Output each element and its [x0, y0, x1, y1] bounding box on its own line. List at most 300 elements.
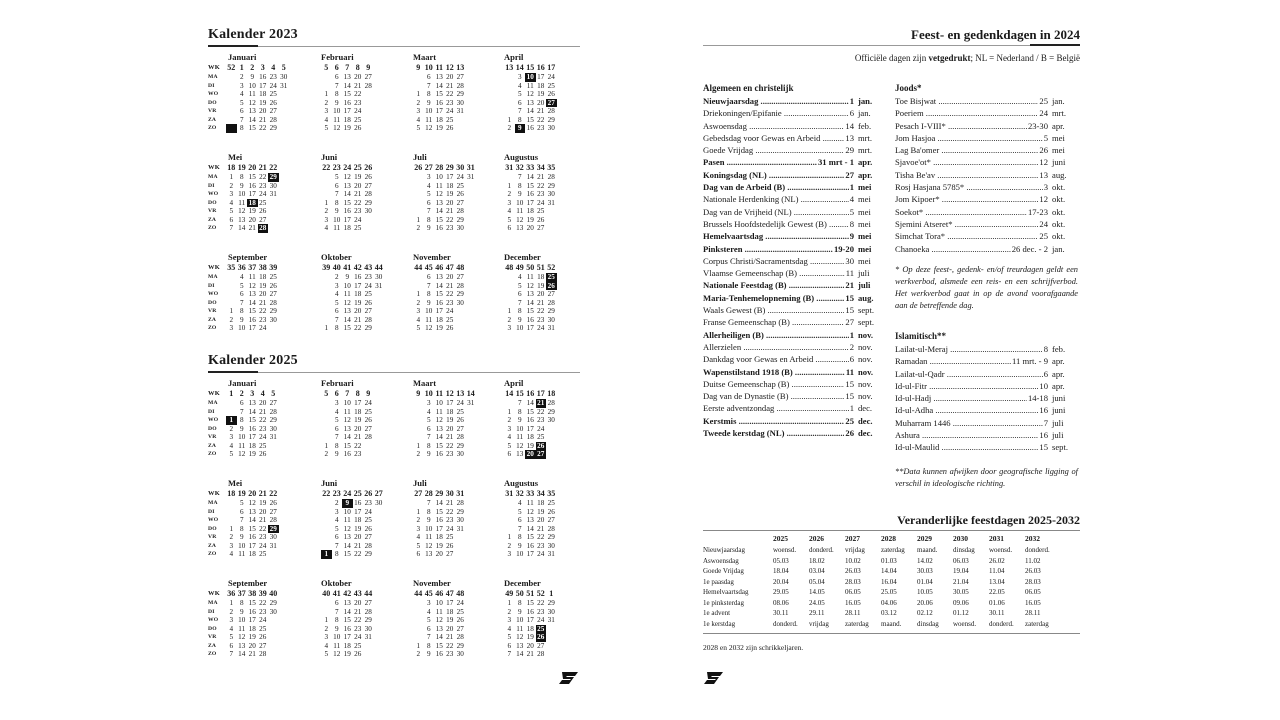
date-cell: 19 [446, 190, 454, 198]
holiday-month: juli [1052, 430, 1064, 441]
date-cell: 28 [547, 399, 555, 407]
week-number: 6 [334, 389, 339, 398]
date-cell: 22 [354, 90, 362, 98]
date-cell: 29 [456, 90, 464, 98]
date-cell: 22 [259, 524, 267, 533]
date-cell: 3 [229, 616, 234, 624]
date-cell: 19 [435, 541, 443, 550]
date-cell: 23 [259, 424, 267, 433]
date-cell: 11 [343, 516, 351, 524]
date-cell: 27 [269, 290, 277, 298]
week-columns [226, 589, 279, 659]
week-column [321, 389, 332, 459]
week-number: 1 [549, 589, 554, 598]
date-cell: 6 [517, 98, 522, 107]
table-header-row [703, 533, 1061, 545]
date-cell: 29 [456, 641, 464, 650]
month-grid [208, 589, 320, 659]
date-cell: 15 [435, 215, 443, 224]
week-number: 5 [281, 63, 286, 72]
date-cell [321, 499, 332, 508]
week-columns [504, 163, 557, 233]
date-cell: 30 [269, 424, 277, 433]
week-number: 19 [237, 489, 246, 498]
week-number: 14 [466, 389, 475, 398]
holiday-name: Corpus Christi/Sacramentsdag ..... [703, 255, 844, 267]
holiday-month: juli [858, 280, 871, 291]
date-cell: 15 [526, 307, 534, 315]
week-column [536, 389, 547, 459]
week-number: 29 [435, 489, 444, 498]
brand-logo-icon [558, 670, 580, 686]
section-heading-jewish: Joods* [895, 83, 922, 93]
date-cell: 9 [517, 541, 522, 550]
date-cell: 25 [354, 115, 362, 124]
holiday-name: Eerste adventzondag ..... [703, 402, 849, 414]
week-column [363, 489, 374, 559]
date-cell: 7 [239, 298, 244, 307]
date-cell: 18 [435, 115, 443, 124]
date-cell: 13 [248, 290, 256, 298]
week-number: 41 [332, 589, 341, 598]
date-cell [321, 408, 332, 417]
date-cell [466, 442, 477, 451]
date-cell [374, 290, 385, 299]
week-number: 30 [445, 489, 454, 498]
date-cell [374, 307, 385, 316]
date-cell: 12 [526, 90, 534, 98]
date-cell: 9 [426, 98, 431, 107]
date-cell: 27 [259, 641, 267, 650]
week-column [413, 263, 424, 333]
date-cell: 12 [343, 524, 351, 533]
date-cell: 27 [456, 424, 464, 433]
date-cell: 1 [507, 407, 512, 416]
holiday-row [895, 355, 1080, 367]
day-label: VR [208, 108, 217, 114]
date-cell: 31 [375, 281, 383, 290]
date-cell: 13 [248, 507, 256, 516]
week-columns [321, 389, 374, 459]
week-column [237, 489, 248, 559]
date-cell: 6 [239, 399, 244, 407]
date-cell: 01.06 [989, 598, 1005, 607]
date-cell: 8 [426, 215, 431, 224]
holiday-row [895, 230, 1080, 242]
title-rule [703, 45, 1080, 46]
date-cell: 18 [435, 533, 443, 541]
week-column [258, 263, 269, 333]
holiday-row [895, 404, 1080, 416]
date-cell: 29 [269, 307, 277, 315]
date-cell: 28.03 [1025, 577, 1041, 586]
date-cell: 21 [259, 516, 267, 524]
week-column [226, 389, 237, 459]
holiday-date: 11 mrt. - 9 [1012, 356, 1048, 367]
date-cell: 11 [333, 224, 341, 232]
holiday-date: 1 [849, 96, 854, 106]
date-cell: 20 [259, 507, 267, 516]
date-cell: 13 [343, 73, 351, 81]
date-cell: 11 [248, 273, 256, 281]
date-cell: zaterdag [845, 619, 869, 628]
week-column [321, 263, 332, 333]
holiday-name: Nationale Feestdag (B) ..... [703, 279, 844, 291]
date-cell: 2 [416, 450, 421, 458]
date-cell: 22 [446, 215, 454, 224]
week-number: 44 [364, 589, 373, 598]
date-cell: 18 [537, 499, 545, 507]
week-column [247, 263, 258, 333]
holiday-row [703, 255, 886, 267]
week-column [353, 389, 364, 459]
date-cell: 9 [517, 607, 522, 616]
date-cell: 4 [324, 641, 329, 650]
week-column [434, 63, 445, 133]
date-cell: 02.12 [917, 609, 933, 617]
date-cell: 26 [547, 90, 555, 98]
date-cell: 9 [426, 450, 431, 458]
week-number: 35 [547, 163, 556, 172]
holiday-row [895, 169, 1080, 181]
date-cell [413, 207, 424, 216]
holiday-month: apr. [858, 157, 873, 168]
holiday-month: nov. [858, 378, 873, 389]
week-column [237, 263, 248, 333]
holiday-row [703, 353, 886, 365]
day-label: ZO [208, 651, 217, 657]
date-cell [374, 316, 385, 325]
date-cell: 28.03 [845, 577, 861, 586]
date-cell: 10 [435, 173, 443, 181]
date-cell: 3 [416, 307, 421, 315]
date-cell: 2 [229, 533, 234, 541]
date-cell: 10 [425, 307, 433, 315]
date-cell: 7 [517, 524, 522, 533]
date-cell: 2 [334, 273, 339, 281]
date-cell: 7 [334, 607, 339, 616]
date-cell: 25 [354, 641, 362, 650]
week-label: WK [208, 164, 220, 171]
date-cell: 5 [426, 190, 431, 198]
week-column [363, 63, 374, 133]
holiday-name-cell: Nieuwjaarsdag [703, 546, 745, 554]
week-number: 4 [260, 389, 265, 398]
holiday-row [895, 368, 1080, 380]
date-cell [321, 425, 332, 434]
date-cell: 5 [426, 616, 431, 624]
week-label: WK [208, 590, 220, 597]
date-cell: 27 [364, 533, 372, 541]
week-column [237, 389, 248, 459]
date-cell [268, 642, 279, 651]
date-cell: 8 [426, 507, 431, 516]
date-cell [321, 299, 332, 308]
week-column [353, 263, 364, 333]
date-cell: 6 [334, 533, 339, 541]
date-cell: 26 [269, 499, 277, 507]
week-column [268, 263, 279, 333]
date-cell: 5 [229, 633, 234, 641]
date-cell: 31 [467, 173, 475, 181]
date-cell: 3 [426, 399, 431, 407]
month-name: Augustus [504, 152, 539, 162]
date-cell: 12 [425, 124, 433, 132]
day-label: ZA [208, 542, 217, 549]
date-cell [268, 633, 279, 642]
date-cell: 16 [526, 124, 534, 132]
holiday-month: juli [1052, 417, 1064, 428]
date-cell: 24 [354, 215, 362, 224]
date-cell: 26 [354, 124, 362, 132]
date-cell: 23 [537, 124, 545, 132]
holiday-name: Brussels Hoofdstedelijk Gewest (B) ..... [703, 218, 849, 230]
date-cell: 28 [269, 298, 277, 307]
holiday-month: mrt. [858, 145, 873, 156]
week-column [455, 389, 466, 459]
date-cell: 9 [239, 607, 244, 616]
holiday-date: 15 [1039, 442, 1048, 453]
date-cell [413, 73, 424, 82]
date-cell [226, 90, 237, 99]
date-cell: 21 [248, 224, 256, 232]
date-cell: 21 [446, 433, 454, 441]
date-cell: 14 [248, 298, 256, 307]
date-cell: 1 [507, 307, 512, 315]
date-cell: 23 [446, 650, 454, 658]
date-cell: vrijdag [845, 546, 865, 554]
date-cell: 15 [526, 115, 534, 124]
week-columns [321, 263, 384, 333]
holiday-date: 1 [849, 329, 854, 340]
date-cell: donderd. [1025, 546, 1050, 554]
date-cell: 23 [354, 624, 362, 633]
date-cell: 19 [354, 173, 362, 181]
day-label: MA [208, 174, 218, 180]
date-cell: 23 [537, 541, 545, 550]
date-cell: 3 [517, 73, 522, 81]
date-cell: 21 [537, 298, 545, 307]
date-cell: 16 [248, 533, 256, 541]
date-cell: zaterdag [1025, 619, 1049, 628]
date-cell: 08.06 [773, 598, 789, 607]
date-cell: 29.11 [809, 609, 825, 617]
date-cell: 18 [526, 207, 534, 215]
date-cell: 20 [446, 424, 454, 433]
holiday-row [703, 267, 886, 279]
date-cell [546, 207, 557, 216]
date-cell: 18 [354, 290, 362, 298]
date-cell: 3 [426, 173, 431, 181]
date-cell: 22 [259, 416, 267, 424]
date-cell: 6 [517, 516, 522, 524]
month-grid [413, 489, 499, 559]
date-cell [466, 416, 477, 425]
date-cell: 26.03 [845, 567, 861, 575]
date-cell: 30 [280, 73, 288, 81]
date-cell: 21 [354, 541, 362, 550]
date-cell: 27 [456, 198, 464, 207]
date-cell: 28 [269, 407, 277, 416]
date-cell [279, 107, 290, 116]
date-cell: 21 [537, 107, 545, 115]
date-cell: 14 [526, 298, 534, 307]
holiday-month: mei [858, 243, 872, 254]
date-cell: 12 [526, 507, 534, 516]
table-row [703, 566, 1061, 577]
date-cell: 14 [435, 499, 443, 507]
week-column [445, 489, 456, 559]
date-cell: 20 [354, 73, 362, 81]
date-cell: 20 [446, 273, 454, 281]
date-cell: 5 [517, 507, 522, 516]
day-label: VR [208, 534, 217, 540]
holiday-date: 13 [1039, 169, 1048, 180]
date-cell: 23 [364, 499, 372, 507]
month-block [208, 578, 320, 659]
holiday-row [895, 206, 1080, 218]
week-number: 47 [445, 589, 454, 598]
date-cell: 7 [507, 650, 512, 658]
date-cell: 10 [516, 198, 524, 207]
date-cell: 20 [354, 533, 362, 541]
date-cell: 17 [354, 507, 362, 516]
date-cell: 13 [516, 224, 524, 232]
date-cell: dinsdag [917, 619, 939, 628]
date-cell [413, 399, 424, 408]
week-number: 18 [227, 163, 236, 172]
date-cell: 6 [334, 181, 339, 190]
month-block [504, 578, 590, 659]
week-number: 42 [353, 263, 362, 272]
date-cell [268, 442, 279, 451]
month-grid [321, 263, 407, 333]
week-column [515, 263, 526, 333]
holiday-month: nov. [858, 366, 874, 377]
holiday-date: 26 [547, 281, 555, 290]
holiday-month: mei [858, 255, 871, 266]
week-columns [413, 489, 466, 559]
holiday-date: 14-18 [1027, 393, 1048, 404]
date-cell [466, 182, 477, 191]
date-cell: 4 [229, 624, 234, 633]
month-name: Juli [413, 152, 427, 162]
week-column [466, 163, 477, 233]
holiday-row [703, 427, 886, 439]
date-cell: 5 [416, 124, 421, 132]
holiday-row [895, 392, 1080, 404]
date-cell: 6 [334, 424, 339, 433]
week-number: 7 [345, 63, 350, 72]
week-column [247, 489, 258, 559]
date-cell: 2 [229, 607, 234, 616]
date-cell: 16 [259, 73, 267, 81]
date-cell [504, 90, 515, 99]
date-cell: 3 [334, 507, 339, 516]
date-cell: 19 [259, 499, 267, 507]
date-cell: 6 [334, 599, 339, 607]
date-cell: 21 [526, 650, 534, 658]
date-cell: 2 [507, 416, 512, 424]
month-name: November [413, 252, 451, 262]
month-name: Februari [321, 52, 354, 62]
day-label: MA [208, 600, 218, 606]
date-cell [466, 450, 477, 459]
week-number: 12 [445, 389, 454, 398]
date-cell [546, 450, 557, 459]
date-cell [504, 399, 515, 408]
date-cell: 05.04 [809, 577, 825, 586]
date-cell: 12 [425, 324, 433, 332]
holiday-date: 27 [547, 98, 555, 107]
date-cell: 13 [516, 450, 524, 458]
date-cell [504, 508, 515, 517]
holiday-month: mrt. [1052, 108, 1067, 119]
date-cell: 24 [446, 107, 454, 115]
week-number: 21 [258, 163, 267, 172]
holiday-date: 29 [269, 173, 277, 181]
week-number: 22 [322, 163, 331, 172]
date-cell: 13 [516, 641, 524, 650]
date-cell: 6 [426, 73, 431, 81]
date-cell: 8 [239, 524, 244, 533]
date-cell: 27 [456, 273, 464, 281]
date-cell: 4 [416, 115, 421, 124]
week-number: 2 [239, 389, 244, 398]
week-columns [413, 263, 466, 333]
date-cell: 16 [526, 416, 534, 424]
week-number: 3 [260, 63, 265, 72]
month-grid [208, 489, 320, 559]
date-cell: 30.05 [953, 588, 969, 596]
week-columns [413, 63, 466, 133]
month-name: Augustus [504, 478, 539, 488]
date-cell: 04.06 [881, 598, 897, 607]
date-cell: 18 [354, 407, 362, 416]
date-cell: 8 [426, 641, 431, 650]
week-number: 40 [269, 589, 278, 598]
date-cell [321, 525, 332, 534]
holiday-row [703, 144, 886, 156]
date-cell: 16.05 [845, 598, 861, 607]
holiday-name: Dankdag voor Gewas en Arbeid ..... [703, 353, 849, 365]
week-number: 19 [237, 163, 246, 172]
month-grid [321, 589, 407, 659]
date-cell: 25 [364, 290, 372, 298]
date-cell: 22 [354, 616, 362, 624]
date-cell: 30 [547, 416, 555, 424]
date-cell: 15 [343, 198, 351, 207]
date-cell: 16 [526, 190, 534, 198]
date-cell: 18 [259, 273, 267, 281]
date-cell [268, 324, 279, 333]
date-cell [321, 399, 332, 408]
holiday-date: 12 [1039, 194, 1048, 205]
week-column [258, 589, 269, 659]
date-cell: 9 [334, 624, 339, 633]
date-cell: 29 [364, 550, 372, 558]
holiday-name: Id-ul-Hadj ..... [895, 392, 1027, 404]
week-number: 47 [445, 263, 454, 272]
date-cell: 22 [446, 290, 454, 298]
date-cell: 8 [426, 290, 431, 298]
week-column [279, 63, 290, 133]
date-cell: 12 [425, 541, 433, 550]
day-label: ZO [208, 325, 217, 331]
date-cell: 16 [526, 315, 534, 324]
holiday-name: Gebedsdag voor Gewas en Arbeid ..... [703, 132, 844, 144]
date-cell: 22 [446, 90, 454, 98]
